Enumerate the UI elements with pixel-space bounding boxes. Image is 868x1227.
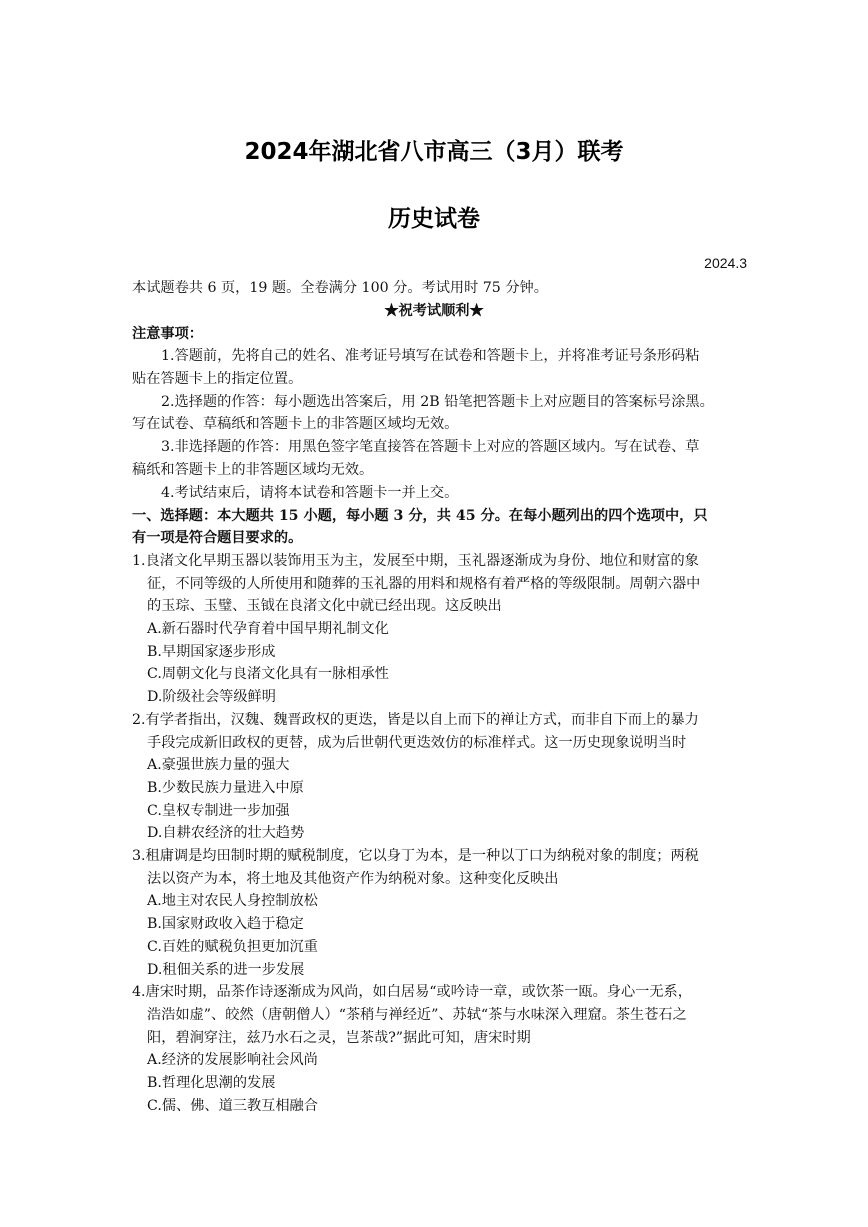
exam-info: 本试题卷共 6 页，19 题。全卷满分 100 分。考试用时 75 分钟。 <box>132 280 548 296</box>
good-luck-line: ★祝考试顺利★ <box>384 303 484 319</box>
section-heading: 一、选择题：本大题共 15 小题，每小题 3 分，共 45 分。在每小题列出的四个选项中，只 <box>132 508 708 524</box>
q1-option-c: C.周朝文化与良渚文化具有一脉相承性 <box>147 666 389 682</box>
q3-stem-cont: 法以资产为本，将土地及其他资产作为纳税对象。这种变化反映出 <box>147 871 559 887</box>
section-heading-cont: 有一项是符合题目要求的。 <box>132 530 303 546</box>
exam-title: 2024年湖北省八市高三（3月）联考 <box>244 139 624 165</box>
note-2-cont: 写在试卷、草稿纸和答题卡上的非答题区域均无效。 <box>132 416 459 432</box>
q2-option-b: B.少数民族力量进入中原 <box>147 780 304 796</box>
note-3-cont: 稿纸和答题卡上的非答题区域均无效。 <box>132 462 374 478</box>
q1-stem: 1.良渚文化早期玉器以装饰用玉为主，发展至中期，玉礼器逐渐成为身份、地位和财富的象 <box>132 553 699 569</box>
q3-option-c: C.百姓的赋税负担更加沉重 <box>147 939 318 955</box>
q1-stem-cont: 征，不同等级的人所使用和随葬的玉礼器的用料和规格有着严格的等级限制。周朝六器中 <box>147 576 701 592</box>
q3-option-a: A.地主对农民人身控制放松 <box>147 893 318 909</box>
note-1-cont: 贴在答题卡上的指定位置。 <box>132 371 303 387</box>
q2-stem-cont: 手段完成新旧政权的更替，成为后世朝代更迭效仿的标准样式。这一历史现象说明当时 <box>147 735 687 751</box>
note-3: 3.非选择题的作答：用黑色签字笔直接答在答题卡上对应的答题区域内。写在试卷、草 <box>161 439 700 455</box>
q3-option-d: D.租佃关系的进一步发展 <box>147 962 305 978</box>
q2-option-c: C.皇权专制进一步加强 <box>147 803 290 819</box>
q4-stem-cont: 阳，碧涧穿注，兹乃水石之灵，岂茶哉?”据此可知，唐宋时期 <box>147 1030 531 1046</box>
q1-option-d: D.阶级社会等级鲜明 <box>147 689 276 705</box>
q1-option-a: A.新石器时代孕育着中国早期礼制文化 <box>147 621 389 637</box>
q4-stem: 4.唐宋时期，品茶作诗逐渐成为风尚，如白居易“或吟诗一章，或饮茶一瓯。身心一无系， <box>132 984 692 1000</box>
q1-option-b: B.早期国家逐步形成 <box>147 644 276 660</box>
note-2: 2.选择题的作答：每小题选出答案后，用 2B 铅笔把答题卡上对应题目的答案标号涂黑。 <box>161 394 714 410</box>
q4-option-b: B.哲理化思潮的发展 <box>147 1075 276 1091</box>
q4-option-a: A.经济的发展影响社会风尚 <box>147 1052 318 1068</box>
note-1: 1.答题前，先将自己的姓名、准考证号填写在试卷和答题卡上，并将准考证号条形码粘 <box>161 348 700 364</box>
q4-stem-cont: 浩浩如虚”、皎然（唐朝僧人）“茶稍与禅经近”、苏轼“茶与水味深入理窟。茶生苍石之 <box>147 1007 687 1023</box>
q2-option-a: A.豪强世族力量的强大 <box>147 757 290 773</box>
exam-date: 2024.3 <box>704 255 747 271</box>
q1-stem-cont: 的玉琮、玉璧、玉钺在良渚文化中就已经出现。这反映出 <box>147 598 502 614</box>
q2-option-d: D.自耕农经济的壮大趋势 <box>147 825 305 841</box>
exam-subtitle: 历史试卷 <box>388 206 480 232</box>
q3-stem: 3.租庸调是均田制时期的赋税制度，它以身丁为本，是一种以丁口为纳税对象的制度；两税 <box>132 848 699 864</box>
q4-option-c: C.儒、佛、道三教互相融合 <box>147 1098 318 1114</box>
q2-stem: 2.有学者指出，汉魏、魏晋政权的更迭，皆是以自上而下的禅让方式，而非自下而上的暴力 <box>132 712 699 728</box>
note-4: 4.考试结束后，请将本试卷和答题卡一并上交。 <box>161 485 459 501</box>
notes-heading: 注意事项： <box>132 326 203 342</box>
q3-option-b: B.国家财政收入趋于稳定 <box>147 916 304 932</box>
